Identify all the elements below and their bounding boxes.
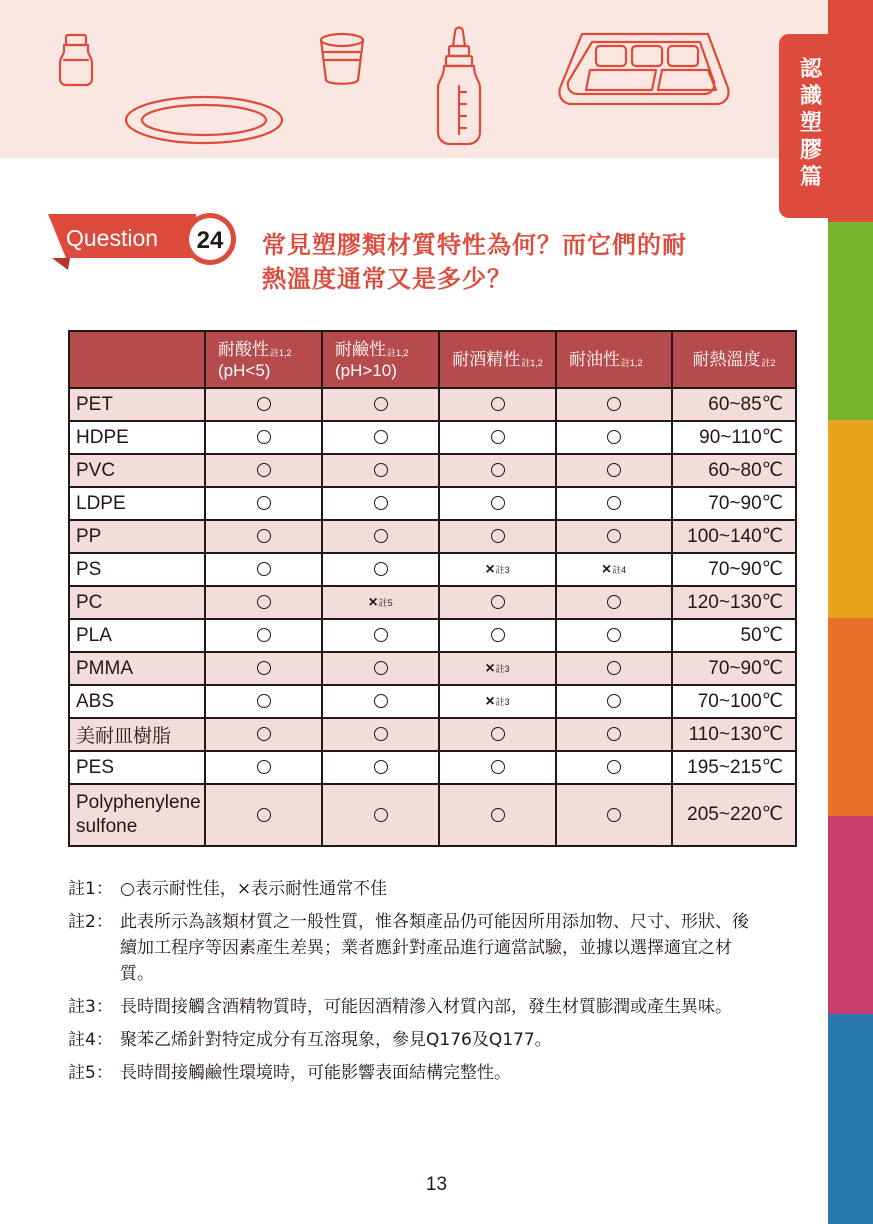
material-name-cell: PVC — [69, 454, 205, 487]
circle-good-icon — [607, 628, 621, 642]
circle-good-icon — [607, 463, 621, 477]
cross-poor-icon: × — [601, 560, 612, 578]
chapter-tab-label — [796, 56, 826, 191]
circle-good-icon — [257, 496, 271, 510]
heat-resistance-cell: 70~90℃ — [672, 553, 796, 586]
resistance-cell — [205, 553, 322, 586]
table-header-cell: 耐油性$^{註1,2}$ — [556, 331, 672, 388]
table-header-cell: 耐酒精性$^{註1,2}$ — [439, 331, 556, 388]
circle-good-icon — [374, 562, 388, 576]
resistance-cell — [205, 520, 322, 553]
circle-good-icon — [607, 808, 621, 822]
table-row — [69, 784, 796, 846]
circle-good-icon — [257, 628, 271, 642]
material-name-cell: Polyphenylene sulfone — [69, 784, 205, 846]
resistance-cell — [556, 388, 672, 421]
circle-good-icon — [257, 694, 271, 708]
resistance-cell — [439, 751, 556, 784]
circle-good-icon — [491, 808, 505, 822]
footnote — [68, 876, 758, 902]
resistance-cell — [322, 586, 439, 619]
resistance-cell — [556, 718, 672, 751]
resistance-cell — [322, 553, 439, 586]
material-name-cell: HDPE — [69, 421, 205, 454]
material-name-cell: PET — [69, 388, 205, 421]
heat-resistance-cell: 50℃ — [672, 619, 796, 652]
resistance-cell — [322, 454, 439, 487]
table-header-cell — [69, 331, 205, 388]
material-name-cell: PC — [69, 586, 205, 619]
resistance-cell — [439, 421, 556, 454]
material-name-cell: PP — [69, 520, 205, 553]
circle-good-icon — [607, 529, 621, 543]
question-title-line: 熱溫度通常又是多少？ — [262, 265, 512, 293]
cross-poor-icon: × — [485, 560, 495, 578]
circle-good-icon — [607, 694, 621, 708]
table-header-cell: 耐熱溫度$^{註2}$ — [672, 331, 796, 388]
circle-good-icon — [374, 808, 388, 822]
resistance-cell — [556, 553, 672, 586]
resistance-cell — [439, 685, 556, 718]
circle-good-icon — [491, 463, 505, 477]
heat-resistance-cell: 205~220℃ — [672, 784, 796, 846]
circle-good-icon — [374, 760, 388, 774]
cross-poor-icon: × — [485, 692, 495, 710]
table-row — [69, 487, 796, 520]
circle-good-icon — [374, 529, 388, 543]
circle-good-icon — [607, 430, 621, 444]
resistance-cell — [205, 487, 322, 520]
cup-icon — [321, 34, 363, 84]
heat-resistance-cell: 110~130℃ — [672, 718, 796, 751]
resistance-cell — [439, 586, 556, 619]
resistance-cell — [322, 487, 439, 520]
resistance-cell — [322, 388, 439, 421]
yogurt-bottle-icon — [60, 35, 92, 85]
resistance-cell — [556, 619, 672, 652]
circle-good-icon — [257, 463, 271, 477]
resistance-cell — [205, 388, 322, 421]
resistance-cell — [205, 586, 322, 619]
resistance-cell — [439, 553, 556, 586]
heat-resistance-cell: 70~90℃ — [672, 652, 796, 685]
resistance-cell — [439, 388, 556, 421]
resistance-cell — [439, 619, 556, 652]
resistance-cell — [205, 718, 322, 751]
heat-resistance-cell: 90~110℃ — [672, 421, 796, 454]
heat-resistance-cell: 60~85℃ — [672, 388, 796, 421]
circle-good-icon — [491, 628, 505, 642]
footnote — [68, 909, 758, 987]
question-label: Question — [66, 225, 159, 251]
circle-good-icon — [257, 760, 271, 774]
material-name-cell: LDPE — [69, 487, 205, 520]
footnote-text: 長時間接觸鹼性環境時，可能影響表面結構完整性。 — [120, 1063, 511, 1083]
circle-good-icon — [491, 430, 505, 444]
resistance-cell — [556, 454, 672, 487]
footnote — [68, 994, 758, 1020]
material-name-cell: PES — [69, 751, 205, 784]
cross-poor-icon: × — [368, 593, 378, 611]
resistance-cell — [322, 784, 439, 846]
heat-resistance-cell: 100~140℃ — [672, 520, 796, 553]
circle-good-icon — [257, 808, 271, 822]
circle-good-icon — [374, 463, 388, 477]
resistance-cell — [322, 718, 439, 751]
note-reference: 註3 — [495, 663, 510, 674]
resistance-cell — [205, 454, 322, 487]
table-row — [69, 685, 796, 718]
resistance-cell — [556, 586, 672, 619]
question-number: 24 — [196, 227, 224, 254]
table-row — [69, 751, 796, 784]
circle-good-icon — [374, 727, 388, 741]
circle-good-icon — [491, 727, 505, 741]
circle-good-icon — [491, 496, 505, 510]
resistance-cell — [322, 421, 439, 454]
resistance-cell — [556, 751, 672, 784]
heat-resistance-cell: 60~80℃ — [672, 454, 796, 487]
table-row — [69, 454, 796, 487]
resistance-cell — [205, 685, 322, 718]
page-number: 13 — [425, 1174, 448, 1195]
note-reference: 註5 — [378, 597, 393, 608]
material-name-cell: ABS — [69, 685, 205, 718]
baby-bottle-icon — [438, 28, 480, 145]
table-row — [69, 421, 796, 454]
table-row — [69, 520, 796, 553]
table-header-row — [69, 331, 796, 388]
circle-good-icon — [607, 397, 621, 411]
circle-good-icon — [491, 595, 505, 609]
table-header-cell: 耐酸性$^{註1,2}$ (pH<5) — [205, 331, 322, 388]
circle-good-icon — [607, 595, 621, 609]
chapter-tab-char: 識 — [799, 84, 822, 109]
footnote — [68, 1027, 758, 1053]
footnote-text: 此表所示為該類材質之一般性質，惟各類產品仍可能因所用添加物、尺寸、形狀、後續加工程序等因素產生差異；業者應針對產品進行適當試驗，並據以選擇適宜之材質。 — [120, 912, 749, 984]
footnote-text: 長時間接觸含酒精物質時，可能因酒精滲入材質內部，發生材質膨潤或產生異味。 — [120, 997, 732, 1017]
circle-good-icon — [374, 397, 388, 411]
circle-good-icon — [374, 496, 388, 510]
material-name-cell: PLA — [69, 619, 205, 652]
chapter-tab-char: 篇 — [799, 165, 822, 190]
resistance-cell — [322, 685, 439, 718]
heat-resistance-cell: 70~90℃ — [672, 487, 796, 520]
circle-good-icon — [257, 397, 271, 411]
resistance-cell — [556, 652, 672, 685]
table-row — [69, 388, 796, 421]
footnote-label: 註1： — [68, 879, 113, 899]
circle-good-icon — [491, 529, 505, 543]
table-row — [69, 652, 796, 685]
chapter-tab-char: 塑 — [799, 111, 822, 136]
resistance-cell — [205, 421, 322, 454]
resistance-cell — [556, 487, 672, 520]
footnote-text: ○表示耐性佳，×表示耐性通常不佳 — [120, 879, 388, 899]
table-row — [69, 619, 796, 652]
resistance-cell — [439, 718, 556, 751]
circle-good-icon — [374, 661, 388, 675]
circle-good-icon — [374, 430, 388, 444]
table-row — [69, 553, 796, 586]
resistance-cell — [205, 652, 322, 685]
resistance-cell — [439, 520, 556, 553]
circle-good-icon — [607, 661, 621, 675]
footnote-label: 註2： — [68, 912, 113, 932]
heat-resistance-cell: 120~130℃ — [672, 586, 796, 619]
material-name-cell: PS — [69, 553, 205, 586]
circle-good-icon — [257, 430, 271, 444]
circle-good-icon — [607, 496, 621, 510]
footnote-label: 註5： — [68, 1063, 113, 1083]
resistance-cell — [556, 520, 672, 553]
header-illustration — [0, 0, 828, 158]
resistance-cell — [205, 784, 322, 846]
resistance-cell — [439, 652, 556, 685]
plate-icon — [126, 97, 282, 143]
footnote-label: 註4： — [68, 1030, 113, 1050]
table-row — [69, 718, 796, 751]
resistance-cell — [439, 784, 556, 846]
circle-good-icon — [257, 595, 271, 609]
resistance-cell — [205, 751, 322, 784]
circle-good-icon — [257, 727, 271, 741]
heat-resistance-cell: 70~100℃ — [672, 685, 796, 718]
question-badge — [46, 208, 242, 272]
circle-good-icon — [491, 760, 505, 774]
resistance-cell — [439, 454, 556, 487]
circle-good-icon — [257, 562, 271, 576]
footnote — [68, 1060, 758, 1086]
resistance-cell — [322, 619, 439, 652]
table-header-cell: 耐鹼性$^{註1,2}$ (pH>10) — [322, 331, 439, 388]
circle-good-icon — [607, 727, 621, 741]
material-name-cell: 美耐皿樹脂 — [69, 718, 205, 751]
circle-good-icon — [491, 397, 505, 411]
footnotes — [68, 876, 758, 1093]
resistance-cell — [556, 421, 672, 454]
resistance-cell — [322, 751, 439, 784]
note-reference: 註4 — [612, 564, 627, 575]
note-reference: 註3 — [495, 696, 510, 707]
circle-good-icon — [257, 529, 271, 543]
table-row — [69, 586, 796, 619]
resistance-cell — [556, 784, 672, 846]
cross-poor-icon: × — [485, 659, 495, 677]
chapter-tab[interactable] — [779, 34, 873, 218]
bento-tray-icon — [560, 34, 729, 104]
footnote-label: 註3： — [68, 997, 113, 1017]
resistance-cell — [439, 487, 556, 520]
circle-good-icon — [257, 661, 271, 675]
circle-good-icon — [374, 694, 388, 708]
heat-resistance-cell: 195~215℃ — [672, 751, 796, 784]
chapter-tab-char: 膠 — [799, 138, 822, 163]
question-title — [262, 228, 762, 296]
circle-good-icon — [607, 760, 621, 774]
plastic-properties-table — [68, 330, 797, 847]
question-title-line: 常見塑膠類材質特性為何？而它們的耐 — [262, 231, 687, 259]
resistance-cell — [205, 619, 322, 652]
chapter-tab-char: 認 — [799, 57, 822, 82]
footnote-text: 聚苯乙烯針對特定成分有互溶現象，參見Q176及Q177。 — [120, 1030, 552, 1050]
circle-good-icon — [374, 628, 388, 642]
material-name-cell: PMMA — [69, 652, 205, 685]
resistance-cell — [322, 520, 439, 553]
resistance-cell — [322, 652, 439, 685]
note-reference: 註3 — [495, 564, 510, 575]
resistance-cell — [556, 685, 672, 718]
